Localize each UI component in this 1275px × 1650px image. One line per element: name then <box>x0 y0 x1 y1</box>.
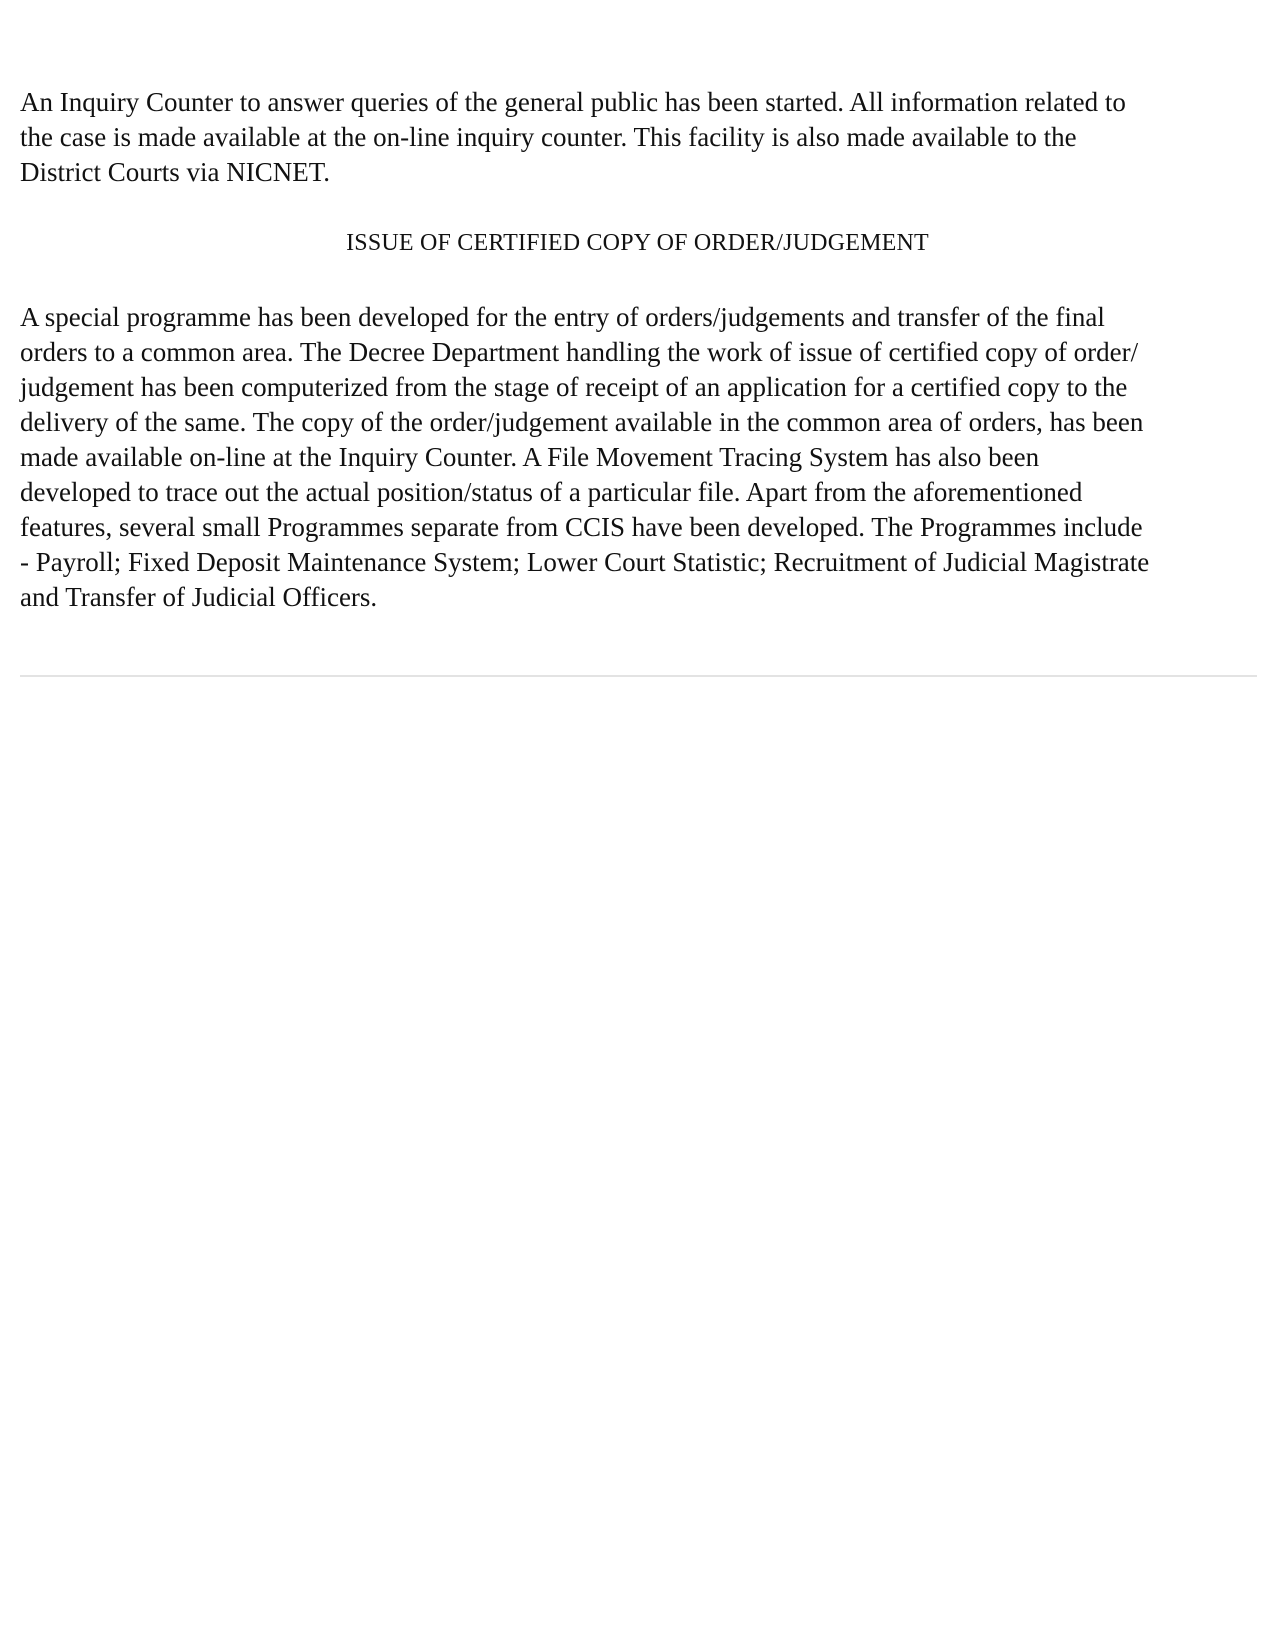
paragraph-line: features, several small Programmes separate from CCIS have been developed. The Programmes include <box>20 512 1143 542</box>
paragraph-line: the case is made available at the on-line inquiry counter. This facility is also made available to the <box>20 122 1077 152</box>
section-heading: ISSUE OF CERTIFIED COPY OF ORDER/JUDGEMENT <box>346 230 929 256</box>
paragraph-line: An Inquiry Counter to answer queries of the general public has been started. All information related to <box>20 87 1126 117</box>
paragraph-line: made available on-line at the Inquiry Counter. A File Movement Tracing System has also been <box>20 442 1040 472</box>
body-paragraph <box>20 300 1260 615</box>
paragraph-line: - Payroll; Fixed Deposit Maintenance System; Lower Court Statistic; Recruitment of Judicial Magistrate <box>20 547 1150 577</box>
paragraph-line: A special programme has been developed for the entry of orders/judgements and transfer of the final <box>20 302 1105 332</box>
paragraph-line: judgement has been computerized from the stage of receipt of an application for a certified copy to the <box>20 372 1128 402</box>
horizontal-divider <box>20 675 1257 677</box>
paragraph-line: District Courts via NICNET. <box>20 157 330 187</box>
paragraph-line: and Transfer of Judicial Officers. <box>20 582 378 612</box>
paragraph-line: developed to trace out the actual position/status of a particular file. Apart from the aforementioned <box>20 477 1083 507</box>
intro-paragraph <box>20 85 1260 190</box>
paragraph-line: orders to a common area. The Decree Department handling the work of issue of certified copy of order/ <box>20 337 1139 367</box>
paragraph-line: delivery of the same. The copy of the order/judgement available in the common area of orders, has been <box>20 407 1144 437</box>
